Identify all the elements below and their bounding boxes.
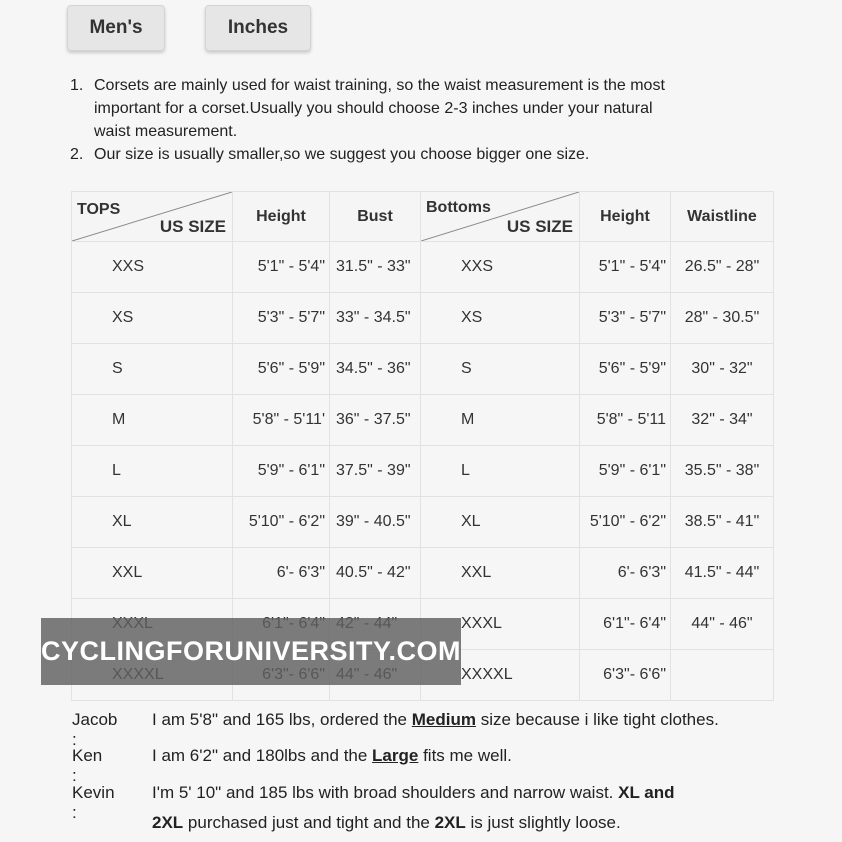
note-number: 1. (70, 77, 84, 94)
unit-button[interactable]: Inches (205, 5, 311, 51)
bust-cell: 34.5" - 36" (330, 344, 421, 395)
review-highlight: Medium (411, 710, 476, 729)
bottoms-size-cell: XXXL (421, 599, 580, 650)
review-text (152, 746, 512, 766)
review-highlight: Large (372, 746, 419, 765)
tops-size-cell: XS (72, 293, 233, 344)
note-line: important for a corset.Usually you should choose 2-3 inches under your natural (94, 100, 653, 117)
table-header-row (72, 192, 774, 242)
tops-size-cell: S (72, 344, 233, 395)
bottoms-height-cell: 6'3"- 6'6" (580, 650, 671, 701)
note-item (70, 74, 770, 143)
bottoms-size-cell: XL (421, 497, 580, 548)
reviewer-name: Jacob : (72, 710, 118, 749)
tops-height-header: Height (233, 192, 330, 242)
review-text-part: fits me well. (418, 746, 512, 765)
waistline-cell: 35.5" - 38" (671, 446, 774, 497)
bust-cell: 31.5" - 33" (330, 242, 421, 293)
table-row (72, 242, 774, 293)
bottoms-size-cell: L (421, 446, 580, 497)
review-text-part: I am 6'2" and 180lbs and the (152, 746, 373, 765)
bust-cell: 36" - 37.5" (330, 395, 421, 446)
tops-us-size-label: US SIZE (159, 217, 226, 236)
note-number: 2. (70, 146, 84, 163)
bottoms-us-size-label: US SIZE (506, 217, 573, 236)
tops-height-cell: 6'- 6'3" (233, 548, 330, 599)
review-text (152, 813, 621, 833)
reviewer-name: Kevin : (72, 783, 115, 822)
tops-bust-header: Bust (330, 192, 421, 242)
reviewer-name: Ken : (72, 746, 103, 785)
review-text (152, 710, 719, 730)
bottoms-size-cell: M (421, 395, 580, 446)
review-text-part: size because i like tight clothes. (475, 710, 719, 729)
bottoms-height-cell: 5'10" - 6'2" (580, 497, 671, 548)
tops-size-cell: XXS (72, 242, 233, 293)
waistline-cell: 44" - 46" (671, 599, 774, 650)
review-highlight: 2XL (434, 813, 466, 832)
note-line: Corsets are mainly used for waist training, so the waist measurement is the most (94, 77, 665, 94)
bust-cell: 39" - 40.5" (330, 497, 421, 548)
table-row (72, 344, 774, 395)
watermark: CYCLINGFORUNIVERSITY.COM (41, 618, 461, 685)
bottoms-size-cell: S (421, 344, 580, 395)
bottoms-height-cell: 6'- 6'3" (580, 548, 671, 599)
bottoms-label: Bottoms (426, 199, 491, 216)
review-text-part: is just slightly loose. (465, 813, 621, 832)
table-row (72, 395, 774, 446)
tops-height-cell: 5'3" - 5'7" (233, 293, 330, 344)
tops-height-cell: 5'10" - 6'2" (233, 497, 330, 548)
bottoms-size-cell: XS (421, 293, 580, 344)
waistline-cell: 30" - 32" (671, 344, 774, 395)
tops-size-cell: M (72, 395, 233, 446)
bottoms-height-cell: 5'3" - 5'7" (580, 293, 671, 344)
tops-height-cell: 5'8" - 5'11' (233, 395, 330, 446)
review-text-part: I'm 5' 10" and 185 lbs with broad shoulders and narrow waist. (152, 783, 619, 802)
note-line: waist measurement. (94, 123, 238, 140)
waistline-cell (671, 650, 774, 701)
waistline-cell: 26.5" - 28" (671, 242, 774, 293)
bottoms-height-cell: 6'1"- 6'4" (580, 599, 671, 650)
bottoms-height-header: Height (580, 192, 671, 242)
note-line: Our size is usually smaller,so we suggest you choose bigger one size. (94, 146, 590, 163)
bottoms-size-cell: XXS (421, 242, 580, 293)
bottoms-height-cell: 5'8" - 5'11 (580, 395, 671, 446)
bottoms-size-cell: XXL (421, 548, 580, 599)
bottoms-waistline-header: Waistline (671, 192, 774, 242)
bust-cell: 33" - 34.5" (330, 293, 421, 344)
table-row (72, 293, 774, 344)
tops-size-cell: L (72, 446, 233, 497)
tops-height-cell: 5'9" - 6'1" (233, 446, 330, 497)
bottoms-size-cell: XXXXL (421, 650, 580, 701)
note-item (70, 143, 770, 166)
review-highlight: XL and (618, 783, 675, 802)
bottoms-height-cell: 5'1" - 5'4" (580, 242, 671, 293)
tops-corner-header (72, 192, 233, 242)
note-text (94, 143, 589, 166)
bust-cell: 40.5" - 42" (330, 548, 421, 599)
bottoms-corner-header (421, 192, 580, 242)
table-row (72, 446, 774, 497)
table-row (72, 497, 774, 548)
note-text (94, 74, 665, 143)
bottoms-height-cell: 5'9" - 6'1" (580, 446, 671, 497)
tops-label: TOPS (77, 201, 121, 218)
review-text (152, 783, 675, 803)
tops-size-cell: XXL (72, 548, 233, 599)
table-row (72, 548, 774, 599)
bottoms-height-cell: 5'6" - 5'9" (580, 344, 671, 395)
review-text-part: purchased just and tight and the (183, 813, 435, 832)
tops-height-cell: 5'6" - 5'9" (233, 344, 330, 395)
waistline-cell: 32" - 34" (671, 395, 774, 446)
review-text-part: I am 5'8" and 165 lbs, ordered the (152, 710, 412, 729)
waistline-cell: 38.5" - 41" (671, 497, 774, 548)
gender-button[interactable]: Men's (67, 5, 165, 51)
waistline-cell: 28" - 30.5" (671, 293, 774, 344)
tops-height-cell: 5'1" - 5'4" (233, 242, 330, 293)
bust-cell: 37.5" - 39" (330, 446, 421, 497)
waistline-cell: 41.5" - 44" (671, 548, 774, 599)
size-notes (70, 74, 770, 166)
tops-size-cell: XL (72, 497, 233, 548)
review-highlight: 2XL (152, 813, 184, 832)
